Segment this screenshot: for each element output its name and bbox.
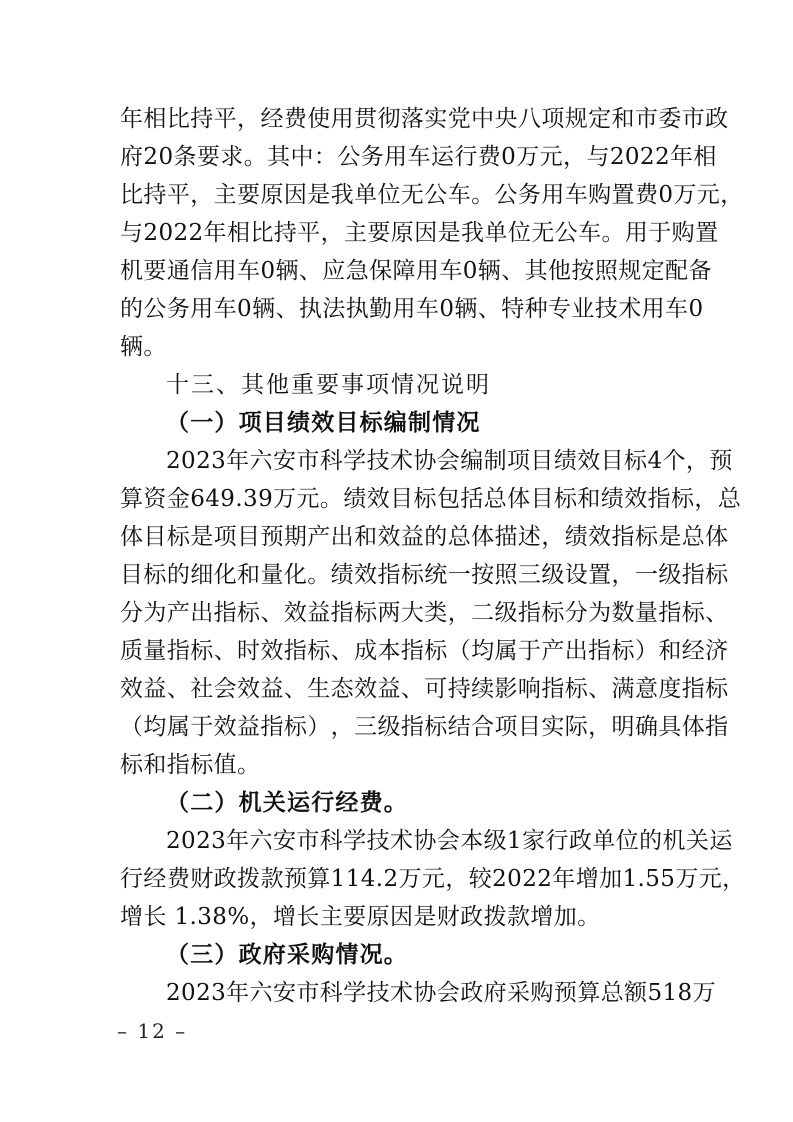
subsection-heading: （二）机关运行经费。 <box>166 789 408 816</box>
text-line: 标和指标值。 <box>120 752 261 778</box>
text-line: 的 公 务 用 车 0 辆 、 执 法 执 勤 用 车 0 辆 、 特 种 专 业 技 术 用 车 0 <box>120 296 704 322</box>
text-line: 2023 年 六 安 市 科 学 技 术 协 会 编 制 项 目 绩 效 目 标 4 个 ， 预 <box>166 448 733 474</box>
text-line: 质 量 指 标 、 时 效 指 标 、 成 本 指 标 （ 均 属 于 产 出 指 标 ） 和 经 济 <box>120 638 729 664</box>
text-line: （ 均 属 于 效 益 指 标 ） ， 三 级 指 标 结 合 项 目 实 际 ， 明 确 具 体 指 <box>120 714 729 740</box>
text-line: 体 目 标 是 项 目 预 期 产 出 和 效 益 的 总 体 描 述 ， 绩 效 指 标 是 总 体 <box>120 524 729 550</box>
text-line: 效 益 、 社 会 效 益 、 生 态 效 益 、 可 持 续 影 响 指 标 、 满 意 度 指 标 <box>120 676 729 702</box>
text-line: 与 2022 年 相 比 持 平 ， 主 要 原 因 是 我 单 位 无 公 车 。 用 于 购 置 <box>120 220 719 246</box>
text-line: 增长 1.38%，增长主要原因是财政拨款增加。 <box>120 904 601 930</box>
text-line: 目 标 的 细 化 和 量 化 。 绩 效 指 标 统 一 按 照 三 级 设 置 ， 一 级 指 标 <box>120 562 729 588</box>
section-heading: 十三、其他重要事项情况说明 <box>166 372 491 398</box>
text-line: 机 要 通 信 用 车 0 辆 、 应 急 保 障 用 车 0 辆 、 其 他 按 照 规 定 配 备 <box>120 258 712 284</box>
text-line: 行 经 费 财 政 拨 款 预 算 114.2 万 元 ， 较 2022 年 增 加 1.55 万 元 ， <box>120 866 746 892</box>
text-line: 府 20 条 要 求 。 其 中 ： 公 务 用 车 运 行 费 0 万 元 ， 与 2022 年 相 <box>120 144 717 170</box>
text-line: 算 资 金 649.39 万 元 。 绩 效 目 标 包 括 总 体 目 标 和 绩 效 指 标 ， 总 <box>120 486 742 512</box>
text-line: 2023 年 六 安 市 科 学 技 术 协 会 本 级 1 家 行 政 单 位 的 机 关 运 <box>166 828 733 854</box>
text-line: 2023 年 六 安 市 科 学 技 术 协 会 政 府 采 购 预 算 总 额 518 万 <box>166 980 716 1006</box>
subsection-heading: （一）项目绩效目标编制情况 <box>166 409 481 436</box>
text-line: 分 为 产 出 指 标 、 效 益 指 标 两 大 类 ， 二 级 指 标 分 为 数 量 指 标 、 <box>120 600 729 626</box>
page-number: – 12 – <box>117 1019 188 1043</box>
subsection-heading: （三）政府采购情况。 <box>166 941 408 968</box>
text-line: 辆。 <box>120 334 167 360</box>
text-line: 年 相 比 持 平 ， 经 费 使 用 贯 彻 落 实 党 中 央 八 项 规 定 和 市 委 市 政 <box>120 106 729 132</box>
text-line: 比 持 平 ， 主 要 原 因 是 我 单 位 无 公 车 。 公 务 用 车 购 置 费 0 万 元 ， <box>120 182 744 208</box>
